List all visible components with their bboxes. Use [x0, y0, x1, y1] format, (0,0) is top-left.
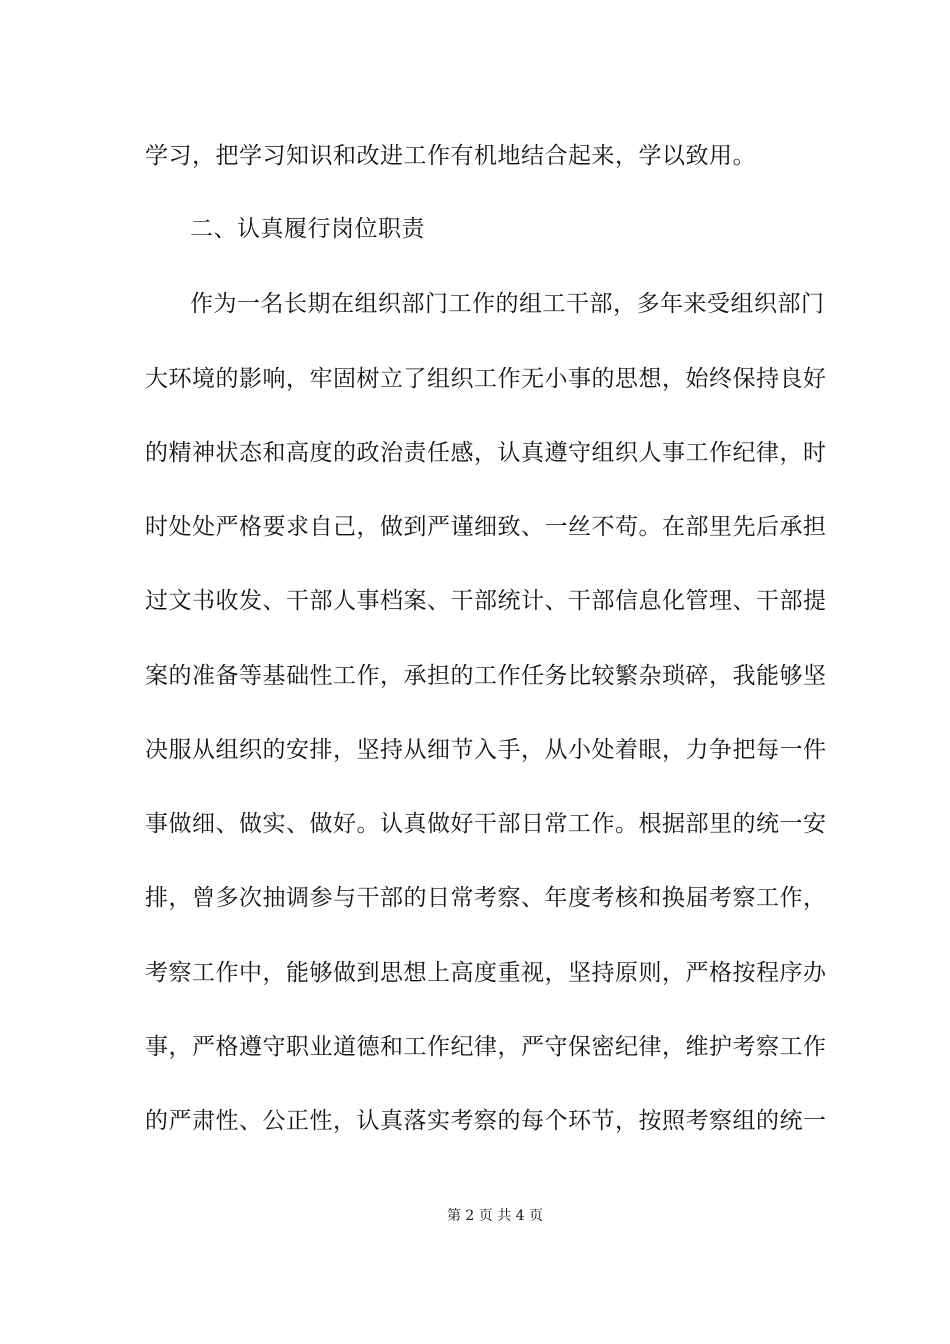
body-text-line: 学习，把学习知识和改进工作有机地结合起来，学以致用。 [145, 143, 756, 169]
body-text-line: 决服从组织的安排，坚持从细节入手，从小处着眼，力争把每一件 [145, 737, 827, 763]
body-text-line: 事，严格遵守职业道德和工作纪律，严守保密纪律，维护考察工作 [145, 1034, 827, 1060]
body-text-line: 考察工作中，能够做到思想上高度重视，坚持原则，严格按程序办 [145, 960, 827, 986]
body-text-line: 的严肃性、公正性，认真落实考察的每个环节，按照考察组的统一 [145, 1108, 827, 1134]
body-text-line: 排，曾多次抽调参与干部的日常考察、年度考核和换届考察工作， [145, 885, 827, 911]
body-text-line: 大环境的影响，牢固树立了组织工作无小事的思想，始终保持良好 [145, 366, 827, 392]
section-heading: 二、认真履行岗位职责 [190, 216, 425, 242]
body-text-line: 过文书收发、干部人事档案、干部统计、干部信息化管理、干部提 [145, 588, 827, 614]
body-text-line: 事做细、做实、做好。认真做好干部日常工作。根据部里的统一安 [145, 811, 827, 837]
body-text-line: 的精神状态和高度的政治责任感，认真遵守组织人事工作纪律，时 [145, 440, 827, 466]
body-text-line: 案的准备等基础性工作，承担的工作任务比较繁杂琐碎，我能够坚 [145, 663, 827, 689]
body-text-line: 时处处严格要求自己，做到严谨细致、一丝不苟。在部里先后承担 [145, 514, 827, 540]
paragraph-first-line: 作为一名长期在组织部门工作的组工干部，多年来受组织部门 [190, 291, 825, 317]
page-number-footer: 第 2 页 共 4 页 [446, 1208, 544, 1224]
